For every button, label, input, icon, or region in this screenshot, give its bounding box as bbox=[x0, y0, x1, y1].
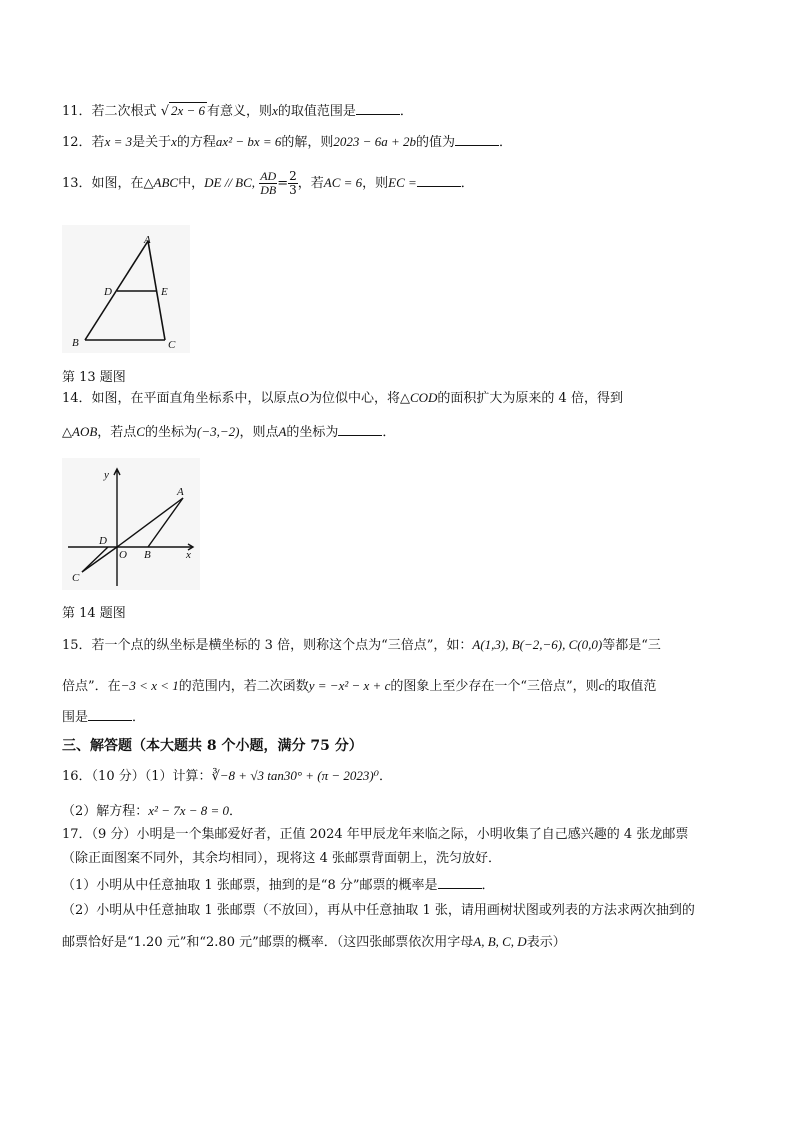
question-12 bbox=[62, 133, 512, 152]
q11-text-post: 的取值范围是 bbox=[277, 104, 356, 119]
question-16-line-1 bbox=[62, 767, 392, 786]
q12-equation: ax² − bx = 6 bbox=[215, 134, 282, 149]
question-15-line-2 bbox=[62, 677, 656, 696]
label-c: C bbox=[72, 572, 80, 584]
q14-text-2c: ，则点 bbox=[239, 425, 279, 440]
q15-text-b: 等都是“三 bbox=[602, 638, 661, 653]
frac-numerator: AD bbox=[260, 169, 277, 183]
q15-function: y = −x² − x + c bbox=[308, 678, 391, 693]
section-3-heading: 三、解答题（本大题共 8 个小题，满分 75 分） bbox=[62, 738, 363, 754]
q13-text-mid2: ，若 bbox=[297, 176, 324, 191]
question-15-line-1 bbox=[62, 636, 661, 655]
q13-triangle: ABC bbox=[153, 175, 179, 190]
q14-end: ． bbox=[382, 425, 396, 440]
q14-cod: △COD bbox=[399, 390, 438, 405]
q17-text-5b: 表示） bbox=[526, 935, 566, 950]
q14-point-c: C bbox=[136, 424, 145, 439]
q12-end: ． bbox=[498, 135, 512, 150]
q12-text-post: 的值为 bbox=[415, 135, 455, 150]
frac-numerator: 2 bbox=[289, 169, 297, 183]
equals-sign: = bbox=[277, 176, 289, 191]
answer-blank[interactable] bbox=[455, 133, 499, 146]
q13-number: 13． bbox=[62, 176, 92, 191]
question-14-line-1 bbox=[62, 389, 623, 408]
label-x: x bbox=[186, 549, 191, 561]
q16-calculation: ∛−8 + √3 tan30° + (π − 2023)⁰ bbox=[211, 768, 379, 783]
q13-parallel: DE // BC, bbox=[204, 175, 256, 190]
q13-ac: AC = 6 bbox=[323, 175, 363, 190]
q11-var: x bbox=[272, 103, 278, 118]
q14-text-b: 为位似中心，将 bbox=[308, 391, 400, 406]
answer-blank[interactable] bbox=[438, 876, 482, 889]
label-a: A bbox=[177, 486, 184, 498]
q16-equation: x² − 7x − 8 = 0 bbox=[148, 803, 230, 818]
q15-text-2c: 的图象上至少存在一个“三倍点”，则 bbox=[390, 679, 599, 694]
q15-text-2b: 的范围内，若二次函数 bbox=[178, 679, 309, 694]
q11-end: ． bbox=[399, 104, 413, 119]
q12-text-mid2: 的方程 bbox=[176, 135, 216, 150]
q12-text: 若 bbox=[91, 135, 105, 150]
q11-number: 11． bbox=[62, 104, 92, 119]
answer-blank[interactable] bbox=[88, 708, 132, 721]
q12-cond: x = 3 bbox=[104, 134, 133, 149]
q13-end: ． bbox=[460, 176, 474, 191]
q15-points: A(1,3), B(−2,−6), C(0,0) bbox=[472, 637, 603, 652]
q14-text-2d: 的坐标为 bbox=[286, 425, 339, 440]
question-13 bbox=[62, 168, 474, 199]
q12-expression: 2023 − 6a + 2b bbox=[333, 134, 416, 149]
question-17-line-1: 17．（9 分）小明是一个集邮爱好者，正值 2024 年甲辰龙年来临之际，小明收集了自己感兴趣的 4 张龙邮票 bbox=[62, 827, 689, 842]
label-b: B bbox=[72, 337, 79, 349]
q14-text-c: 的面积扩大为原来的 4 倍，得到 bbox=[437, 391, 623, 406]
q13-text-mid3: ，则 bbox=[362, 176, 389, 191]
frac-denominator: 3 bbox=[289, 183, 297, 197]
label-y: y bbox=[104, 469, 109, 481]
q14-aob: △AOB bbox=[62, 424, 98, 439]
q13-text: 如图，在△ bbox=[91, 176, 154, 191]
label-d: D bbox=[99, 535, 107, 547]
question-17-line-2: （除正面图案不同外，其余均相同），现将这 4 张邮票背面朝上，洗匀放好． bbox=[62, 851, 502, 866]
q15-range: −3 < x < 1 bbox=[120, 678, 179, 693]
q12-number: 12． bbox=[62, 135, 92, 150]
question-11 bbox=[62, 102, 413, 121]
answer-blank[interactable] bbox=[338, 423, 382, 436]
label-c: C bbox=[168, 339, 176, 351]
label-d: D bbox=[104, 286, 112, 298]
q11-text-mid: 有意义，则 bbox=[207, 104, 273, 119]
q15-text: 15．若一个点的纵坐标是横坐标的 3 倍，则称这个点为“三倍点”，如： bbox=[62, 638, 473, 653]
q16-end-2: ． bbox=[229, 804, 243, 819]
q15-text-3: 围是 bbox=[62, 710, 89, 725]
label-e: E bbox=[161, 286, 168, 298]
question-17-line-4: （2）小明从中任意抽取 1 张邮票（不放回），再从中任意抽取 1 张，请用画树状图或列表的方法求两次抽到的 bbox=[62, 903, 695, 918]
q15-text-2a: 倍点”．在 bbox=[62, 679, 121, 694]
q15-c: c bbox=[598, 678, 605, 693]
q14-text-2a: ，若点 bbox=[97, 425, 137, 440]
frac-denominator: DB bbox=[260, 183, 277, 197]
figure-13-triangle bbox=[62, 225, 190, 353]
q17-letters: A, B, C, D bbox=[473, 934, 527, 949]
q11-text: 若二次根式 bbox=[91, 104, 157, 119]
q12-text-mid3: 的解，则 bbox=[281, 135, 334, 150]
question-14-line-2 bbox=[62, 423, 395, 442]
q17-end-3: ． bbox=[481, 878, 495, 893]
q14-origin: O bbox=[299, 390, 309, 405]
question-17-line-5 bbox=[62, 933, 566, 952]
q17-text-3: （1）小明从中任意抽取 1 张邮票，抽到的是“8 分”邮票的概率是 bbox=[62, 878, 438, 893]
answer-blank[interactable] bbox=[356, 102, 400, 115]
q13-text-mid: 中， bbox=[178, 176, 205, 191]
label-b: B bbox=[144, 549, 151, 561]
q16-end-1: ． bbox=[378, 769, 392, 784]
figure-13-caption: 第 13 题图 bbox=[62, 370, 126, 385]
fraction-two-thirds bbox=[288, 170, 298, 197]
fraction-ad-db bbox=[259, 170, 277, 197]
q13-ec: EC = bbox=[388, 175, 417, 190]
q14-text: 14．如图，在平面直角坐标系中，以原点 bbox=[62, 391, 300, 406]
figure-14-coordinate-plane bbox=[62, 458, 200, 590]
q12-text-mid1: 是关于 bbox=[132, 135, 172, 150]
q11-radicand: 2x − 6 bbox=[171, 103, 206, 118]
q14-coordinate: (−3,−2) bbox=[196, 424, 240, 439]
question-15-line-3 bbox=[62, 708, 145, 727]
q15-end: ． bbox=[132, 710, 146, 725]
answer-blank[interactable] bbox=[417, 174, 461, 187]
q16-text-2: （2）解方程： bbox=[62, 804, 149, 819]
q15-text-2d: 的取值范 bbox=[604, 679, 657, 694]
q14-text-2b: 的坐标为 bbox=[144, 425, 197, 440]
question-17-line-3 bbox=[62, 876, 495, 895]
q12-var: x bbox=[171, 134, 177, 149]
label-o: O bbox=[119, 549, 127, 561]
sqrt-expression: √ 2x − 6 bbox=[160, 103, 206, 119]
figure-14-caption: 第 14 题图 bbox=[62, 606, 126, 621]
label-a: A bbox=[144, 234, 151, 246]
q16-text: 16．（10 分）（1）计算： bbox=[62, 769, 212, 784]
question-16-line-2 bbox=[62, 802, 242, 821]
q17-text-5: 邮票恰好是“1.20 元”和“2.80 元”邮票的概率．（这四张邮票依次用字母 bbox=[62, 935, 474, 950]
q14-point-a: A bbox=[278, 424, 287, 439]
